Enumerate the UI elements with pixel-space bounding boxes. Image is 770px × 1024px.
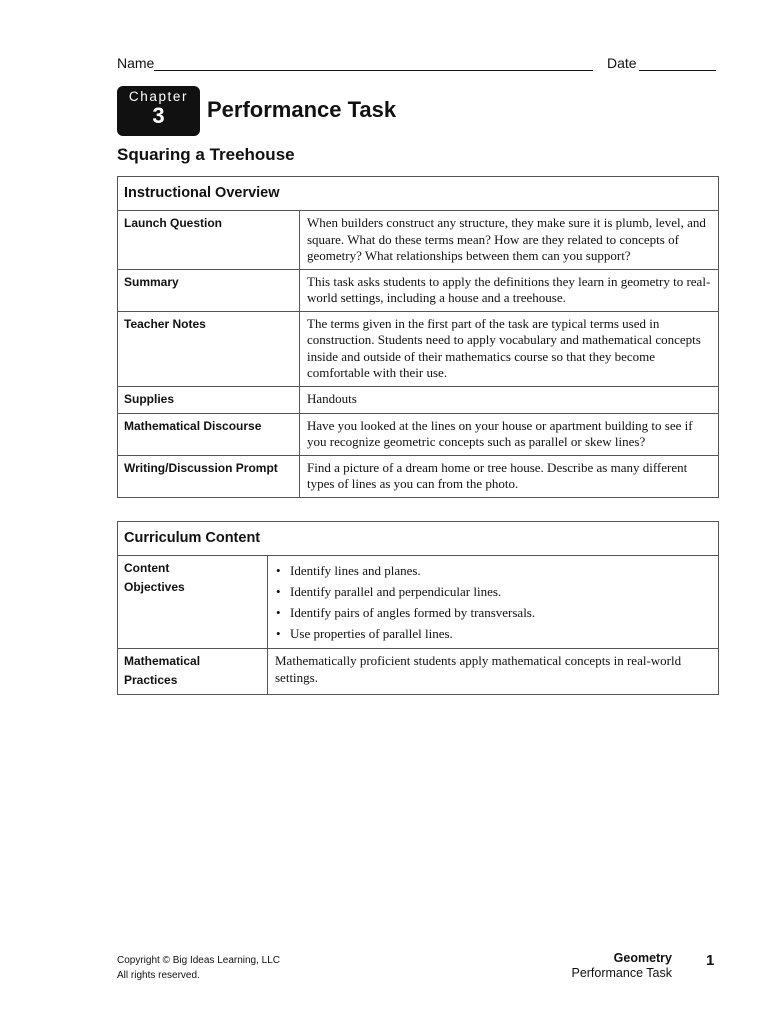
date-label: Date [607, 55, 637, 71]
row-label: Teacher Notes [118, 311, 300, 386]
row-label: Supplies [118, 386, 300, 413]
bullet-icon: • [276, 563, 281, 578]
mathematical-practices-label-line2: Practices [124, 673, 178, 687]
row-label: Mathematical Discourse [118, 413, 300, 455]
copyright-line2: All rights reserved. [117, 970, 200, 981]
copyright-line1: Copyright © Big Ideas Learning, LLC [117, 955, 281, 966]
table-row [118, 269, 719, 311]
row-text: This task asks students to apply the definitions they learn in geometry to real-world settings, including a house and a treehouse. [300, 269, 719, 311]
date-field[interactable] [607, 54, 716, 74]
objective-text: Identify lines and planes. [290, 563, 421, 578]
row-text: Find a picture of a dream home or tree house. Describe as many different types of lines as you can from the photo. [300, 455, 719, 497]
instructional-overview-heading: Instructional Overview [118, 177, 719, 211]
curriculum-content-heading: Curriculum Content [118, 522, 719, 556]
table-row [118, 386, 719, 413]
table-header-row [118, 177, 719, 211]
bullet-icon: • [276, 584, 281, 599]
objective-text: Use properties of parallel lines. [290, 626, 453, 641]
list-item [275, 560, 712, 581]
row-text: Handouts [300, 386, 719, 413]
copyright-notice [117, 953, 280, 983]
footer-course-info [560, 951, 672, 981]
name-label: Name [117, 55, 155, 71]
bullet-icon: • [276, 605, 281, 620]
objective-text: Identify parallel and perpendicular lines. [290, 584, 502, 599]
page-title: Performance Task [207, 97, 397, 122]
objectives-list [275, 560, 712, 644]
row-label: Summary [118, 269, 300, 311]
name-field[interactable] [117, 54, 593, 74]
mathematical-practices-label [118, 649, 268, 695]
table-row [118, 649, 719, 695]
footer-course-name: Geometry [613, 951, 672, 965]
mathematical-practices-label-line1: Mathematical [124, 654, 201, 668]
bullet-icon: • [276, 626, 281, 641]
mathematical-practices-text: Mathematically proficient students apply mathematical concepts in real-world settings. [268, 649, 719, 695]
footer-section-name: Performance Task [571, 966, 672, 980]
list-item [275, 623, 712, 644]
task-subtitle: Squaring a Treehouse [117, 145, 295, 164]
row-label: Launch Question [118, 211, 300, 270]
list-item [275, 602, 712, 623]
chapter-word: Chapter [128, 89, 189, 104]
page-number: 1 [706, 952, 715, 969]
table-row [118, 311, 719, 386]
chapter-badge [117, 86, 200, 136]
table-row [118, 455, 719, 497]
row-label: Writing/Discussion Prompt [118, 455, 300, 497]
table-header-row [118, 522, 719, 556]
row-text: When builders construct any structure, they make sure it is plumb, level, and square. What do these terms mean? How are they related to concepts of geometry? What relationships between them can you support? [300, 211, 719, 270]
name-blank-line[interactable] [154, 70, 593, 71]
table-row [118, 556, 719, 649]
date-blank-line[interactable] [639, 70, 716, 71]
content-objectives-label [118, 556, 268, 649]
chapter-number: 3 [152, 103, 165, 128]
content-objectives-list-cell [268, 556, 719, 649]
table-row [118, 413, 719, 455]
content-objectives-label-line1: Content [124, 561, 170, 575]
list-item [275, 581, 712, 602]
instructional-overview-table [117, 176, 719, 498]
row-text: Have you looked at the lines on your house or apartment building to see if you recognize geometric concepts such as parallel or skew lines? [300, 413, 719, 455]
objective-text: Identify pairs of angles formed by transversals. [290, 605, 536, 620]
content-objectives-label-line2: Objectives [124, 580, 185, 594]
row-text: The terms given in the first part of the task are typical terms used in construction. Students need to apply vocabulary and mathematical concepts inside and outside of their mathematics course so that they become comfortable with their use. [300, 311, 719, 386]
table-row [118, 211, 719, 270]
curriculum-content-table [117, 521, 719, 695]
